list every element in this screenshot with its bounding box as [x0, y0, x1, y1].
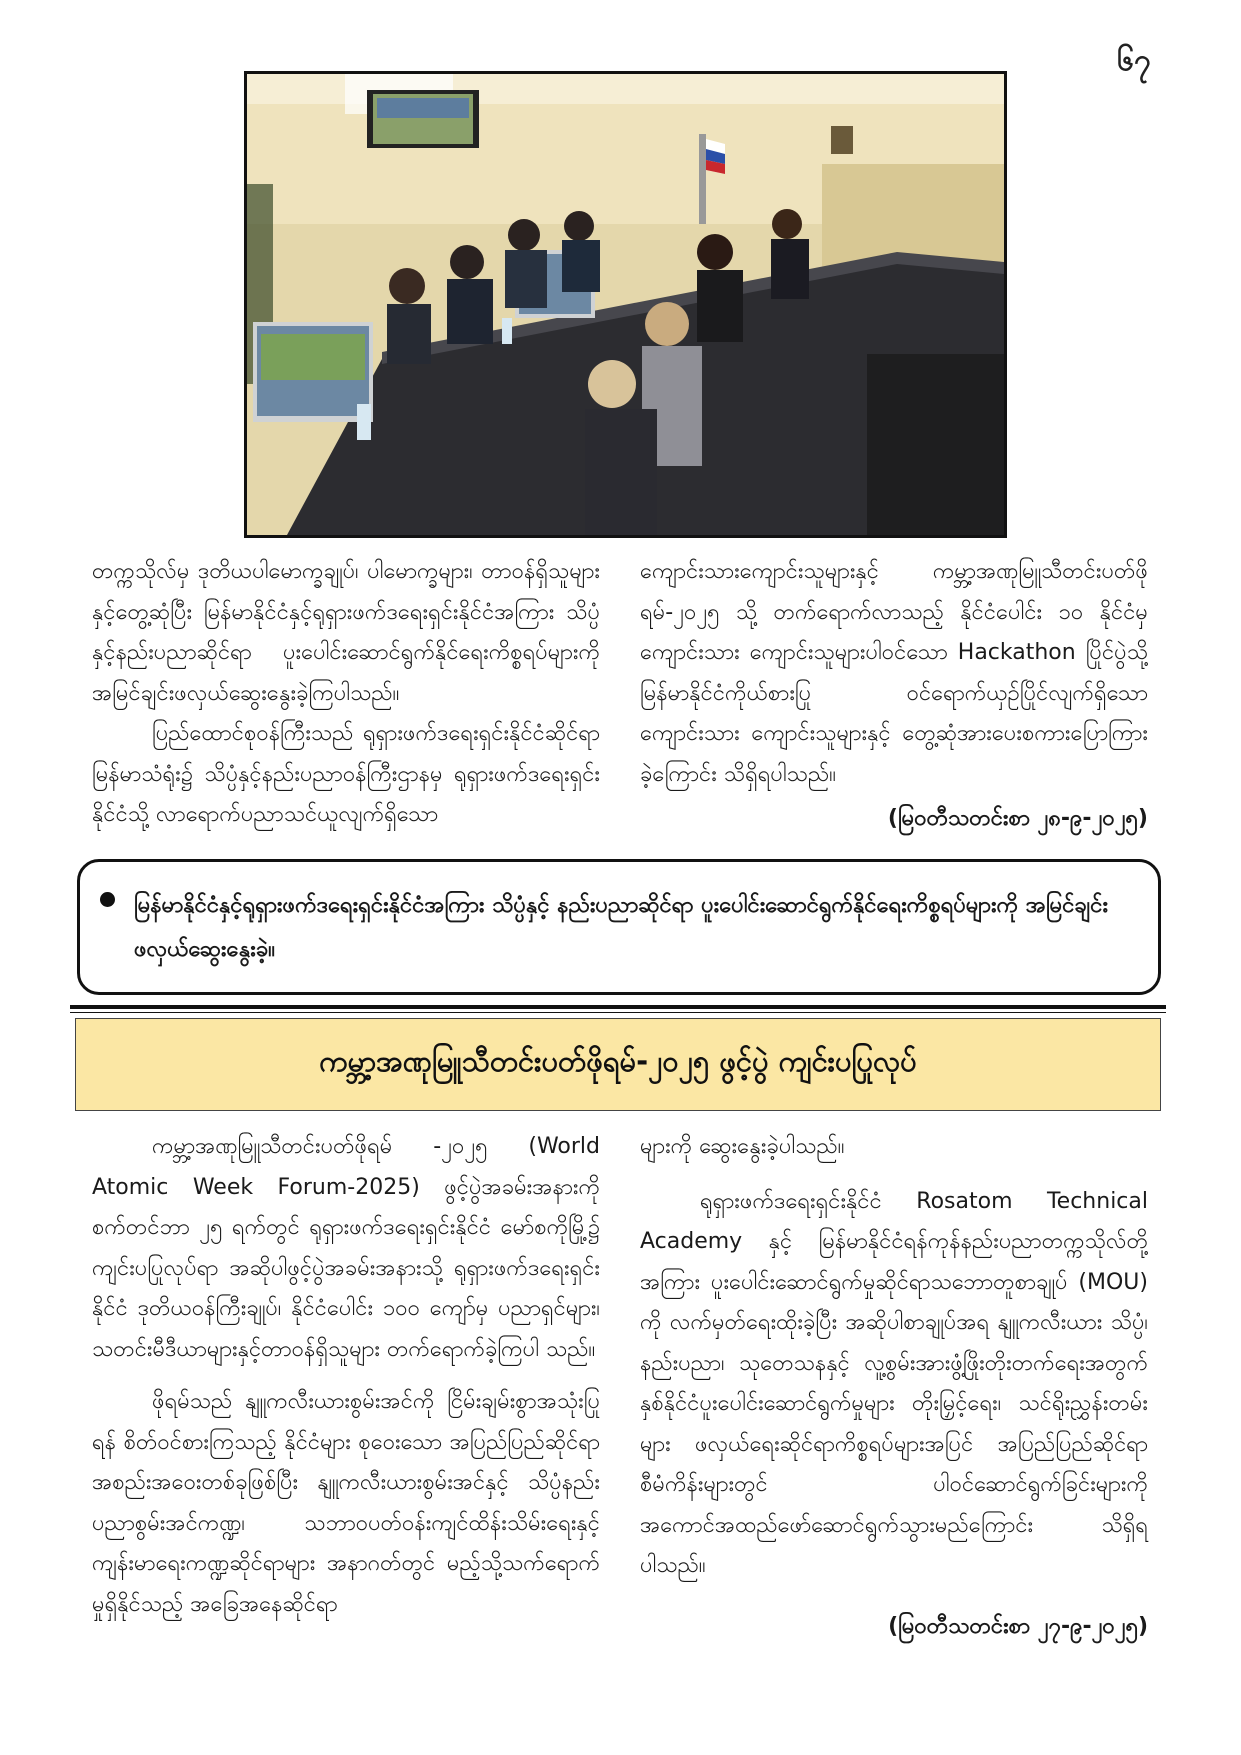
section-divider-thick	[70, 1005, 1166, 1009]
top-article-source: (မြဝတီသတင်းစာ ၂၈-၉-၂၀၂၅)	[887, 806, 1148, 831]
bottom-left-paragraph-1: ကမ္ဘာ့အဏုမြူသီတင်းပတ်ဖိုရမ် -၂၀၂၅ (World Atomic Week Forum-2025) ဖွင့်ပွဲအခမ်းအနားကို စက်တင်ဘာ ၂၅ ရက်တွင် ရုရှားဖက်ဒရေးရှင်းနိုင်ငံ မော်စကိုမြို့၌ ကျင်းပပြုလုပ်ရာ အဆိုပါဖွင့်ပွဲအခမ်းအနားသို့ ရုရှားဖက်ဒရေးရှင်းနိုင်ငံ ဒုတိယဝန်ကြီးချုပ်၊ နိုင်ငံပေါင်း ၁၀၀ ကျော်မှ ပညာရှင်များ၊ သတင်းမီဒီယာများနှင့်တာဝန်ရှိသူများ တက်ရောက်ခဲ့ကြပါ သည်။	[92, 1134, 600, 1362]
bottom-article-source: (မြဝတီသတင်းစာ ၂၇-၉-၂၀၂၅)	[888, 1613, 1148, 1639]
page-number: ၆၇	[1117, 43, 1151, 78]
bullet-icon	[100, 892, 115, 907]
meeting-room-illustration	[247, 74, 1004, 535]
top-left-paragraph-1: တက္ကသိုလ်မှ ဒုတိယပါမောက္ခချုပ်၊ ပါမောက္ခများ၊ တာဝန်ရှိသူများနှင့်တွေ့ဆုံပြီး မြန်မာနိုင်ငံနှင့်ရုရှားဖက်ဒရေးရှင်းနိုင်ငံအကြား သိပ္ပံနှင့်နည်းပညာဆိုင်ရာ ပူးပေါင်းဆောင်ရွက်နိုင်ရေးကိစ္စရပ်များကို အမြင်ချင်းဖလှယ်ဆွေးနွေးခဲ့ကြပါသည်။	[92, 559, 600, 706]
top-left-paragraph-2: ပြည်ထောင်စုဝန်ကြီးသည် ရုရှားဖက်ဒရေးရှင်းနိုင်ငံဆိုင်ရာ မြန်မာသံရုံး၌ သိပ္ပံနှင့်နည်းပညာဝန်ကြီးဌာနမှ ရုရှားဖက်ဒရေးရှင်းနိုင်ငံသို့ လာရောက်ပညာသင်ယူလျက်ရှိသော	[92, 721, 600, 827]
top-article-left-column	[92, 552, 600, 836]
top-article-right-column	[640, 552, 1148, 840]
bottom-right-paragraph-1: များကို ဆွေးနွေးခဲ့ပါသည်။	[640, 1134, 845, 1159]
bottom-left-paragraph-2: ဖိုရမ်သည် နျူကလီးယားစွမ်းအင်ကို ငြိမ်းချမ်းစွာအသုံးပြုရန် စိတ်ဝင်စားကြသည့် နိုင်ငံများ စုဝေးသော အပြည်ပြည်ဆိုင်ရာ အစည်းအဝေးတစ်ခုဖြစ်ပြီး နျူကလီးယားစွမ်းအင်နှင့် သိပ္ပံနည်းပညာစွမ်းအင်ကဏ္ဍ၊ သဘာဝပတ်ဝန်းကျင်ထိန်းသိမ်းရေးနှင့် ကျန်းမာရေးကဏ္ဍဆိုင်ရာများ အနာဂတ်တွင် မည့်သို့သက်ရောက်မှုရှိနိုင်သည့် အခြေအနေဆိုင်ရာ	[92, 1389, 600, 1617]
bottom-right-paragraph-2: ရုရှားဖက်ဒရေးရှင်းနိုင်ငံ Rosatom Technical Academy နှင့် မြန်မာနိုင်ငံရန်ကုန်နည်းပညာတက္ကသိုလ်တို့အကြား ပူးပေါင်းဆောင်ရွက်မှုဆိုင်ရာသဘောတူစာချုပ် (MOU) ကို လက်မှတ်ရေးထိုးခဲ့ပြီး အဆိုပါစာချုပ်အရ နျူကလီးယား သိပ္ပံ၊ နည်းပညာ၊ သုတေသနနှင့် လူ့စွမ်းအားဖွံ့ဖြိုးတိုးတက်ရေးအတွက် နှစ်နိုင်ငံပူးပေါင်းဆောင်ရွက်မှုများ တိုးမြှင့်ရေး၊ သင်ရိုးညွှန်းတမ်းများ ဖလှယ်ရေးဆိုင်ရာကိစ္စရပ်များအပြင် အပြည်ပြည်ဆိုင်ရာစီမံကိန်းများတွင် ပါဝင်ဆောင်ရွက်ခြင်းများကို အကောင်အထည်ဖော်ဆောင်ရွက်သွားမည်ကြောင်း သိရှိရပါသည်။	[640, 1188, 1148, 1578]
meeting-photo	[244, 71, 1007, 538]
top-right-paragraph: ကျောင်းသားကျောင်းသူများနှင့် ကမ္ဘာ့အဏုမြူသီတင်းပတ်ဖိုရမ်-၂၀၂၅ သို့ တက်ရောက်လာသည့် နိုင်ငံပေါင်း ၁၀ နိုင်ငံမှ ကျောင်းသား ကျောင်းသူများပါဝင်သော Hackathon ပြိုင်ပွဲသို့ မြန်မာနိုင်ငံကိုယ်စားပြု ဝင်ရောက်ယှဉ်ပြိုင်လျက်ရှိသော ကျောင်းသား ကျောင်းသူများနှင့် တွေ့ဆုံအားပေးစကားပြောကြားခဲ့ကြောင်း သိရှိရပါသည်။	[640, 559, 1148, 787]
article-headline: ကမ္ဘာ့အဏုမြူသီတင်းပတ်ဖိုရမ်-၂၀၂၅ ဖွင့်ပွဲ ကျင်းပပြုလုပ်	[75, 1018, 1161, 1111]
bottom-article-right-column	[640, 1127, 1148, 1647]
section-divider-thin	[70, 1012, 1166, 1013]
highlight-box	[77, 859, 1161, 995]
highlight-text: မြန်မာနိုင်ငံနှင့်ရုရှားဖက်ဒရေးရှင်းနိုင်ငံအကြား သိပ္ပံနှင့် နည်းပညာဆိုင်ရာ ပူးပေါင်းဆောင်ရွက်နိုင်ရေးကိစ္စရပ်များကို အမြင်ချင်းဖလှယ်ဆွေးနွေးခဲ့။	[134, 893, 1109, 962]
bottom-article-left-column	[92, 1127, 600, 1625]
